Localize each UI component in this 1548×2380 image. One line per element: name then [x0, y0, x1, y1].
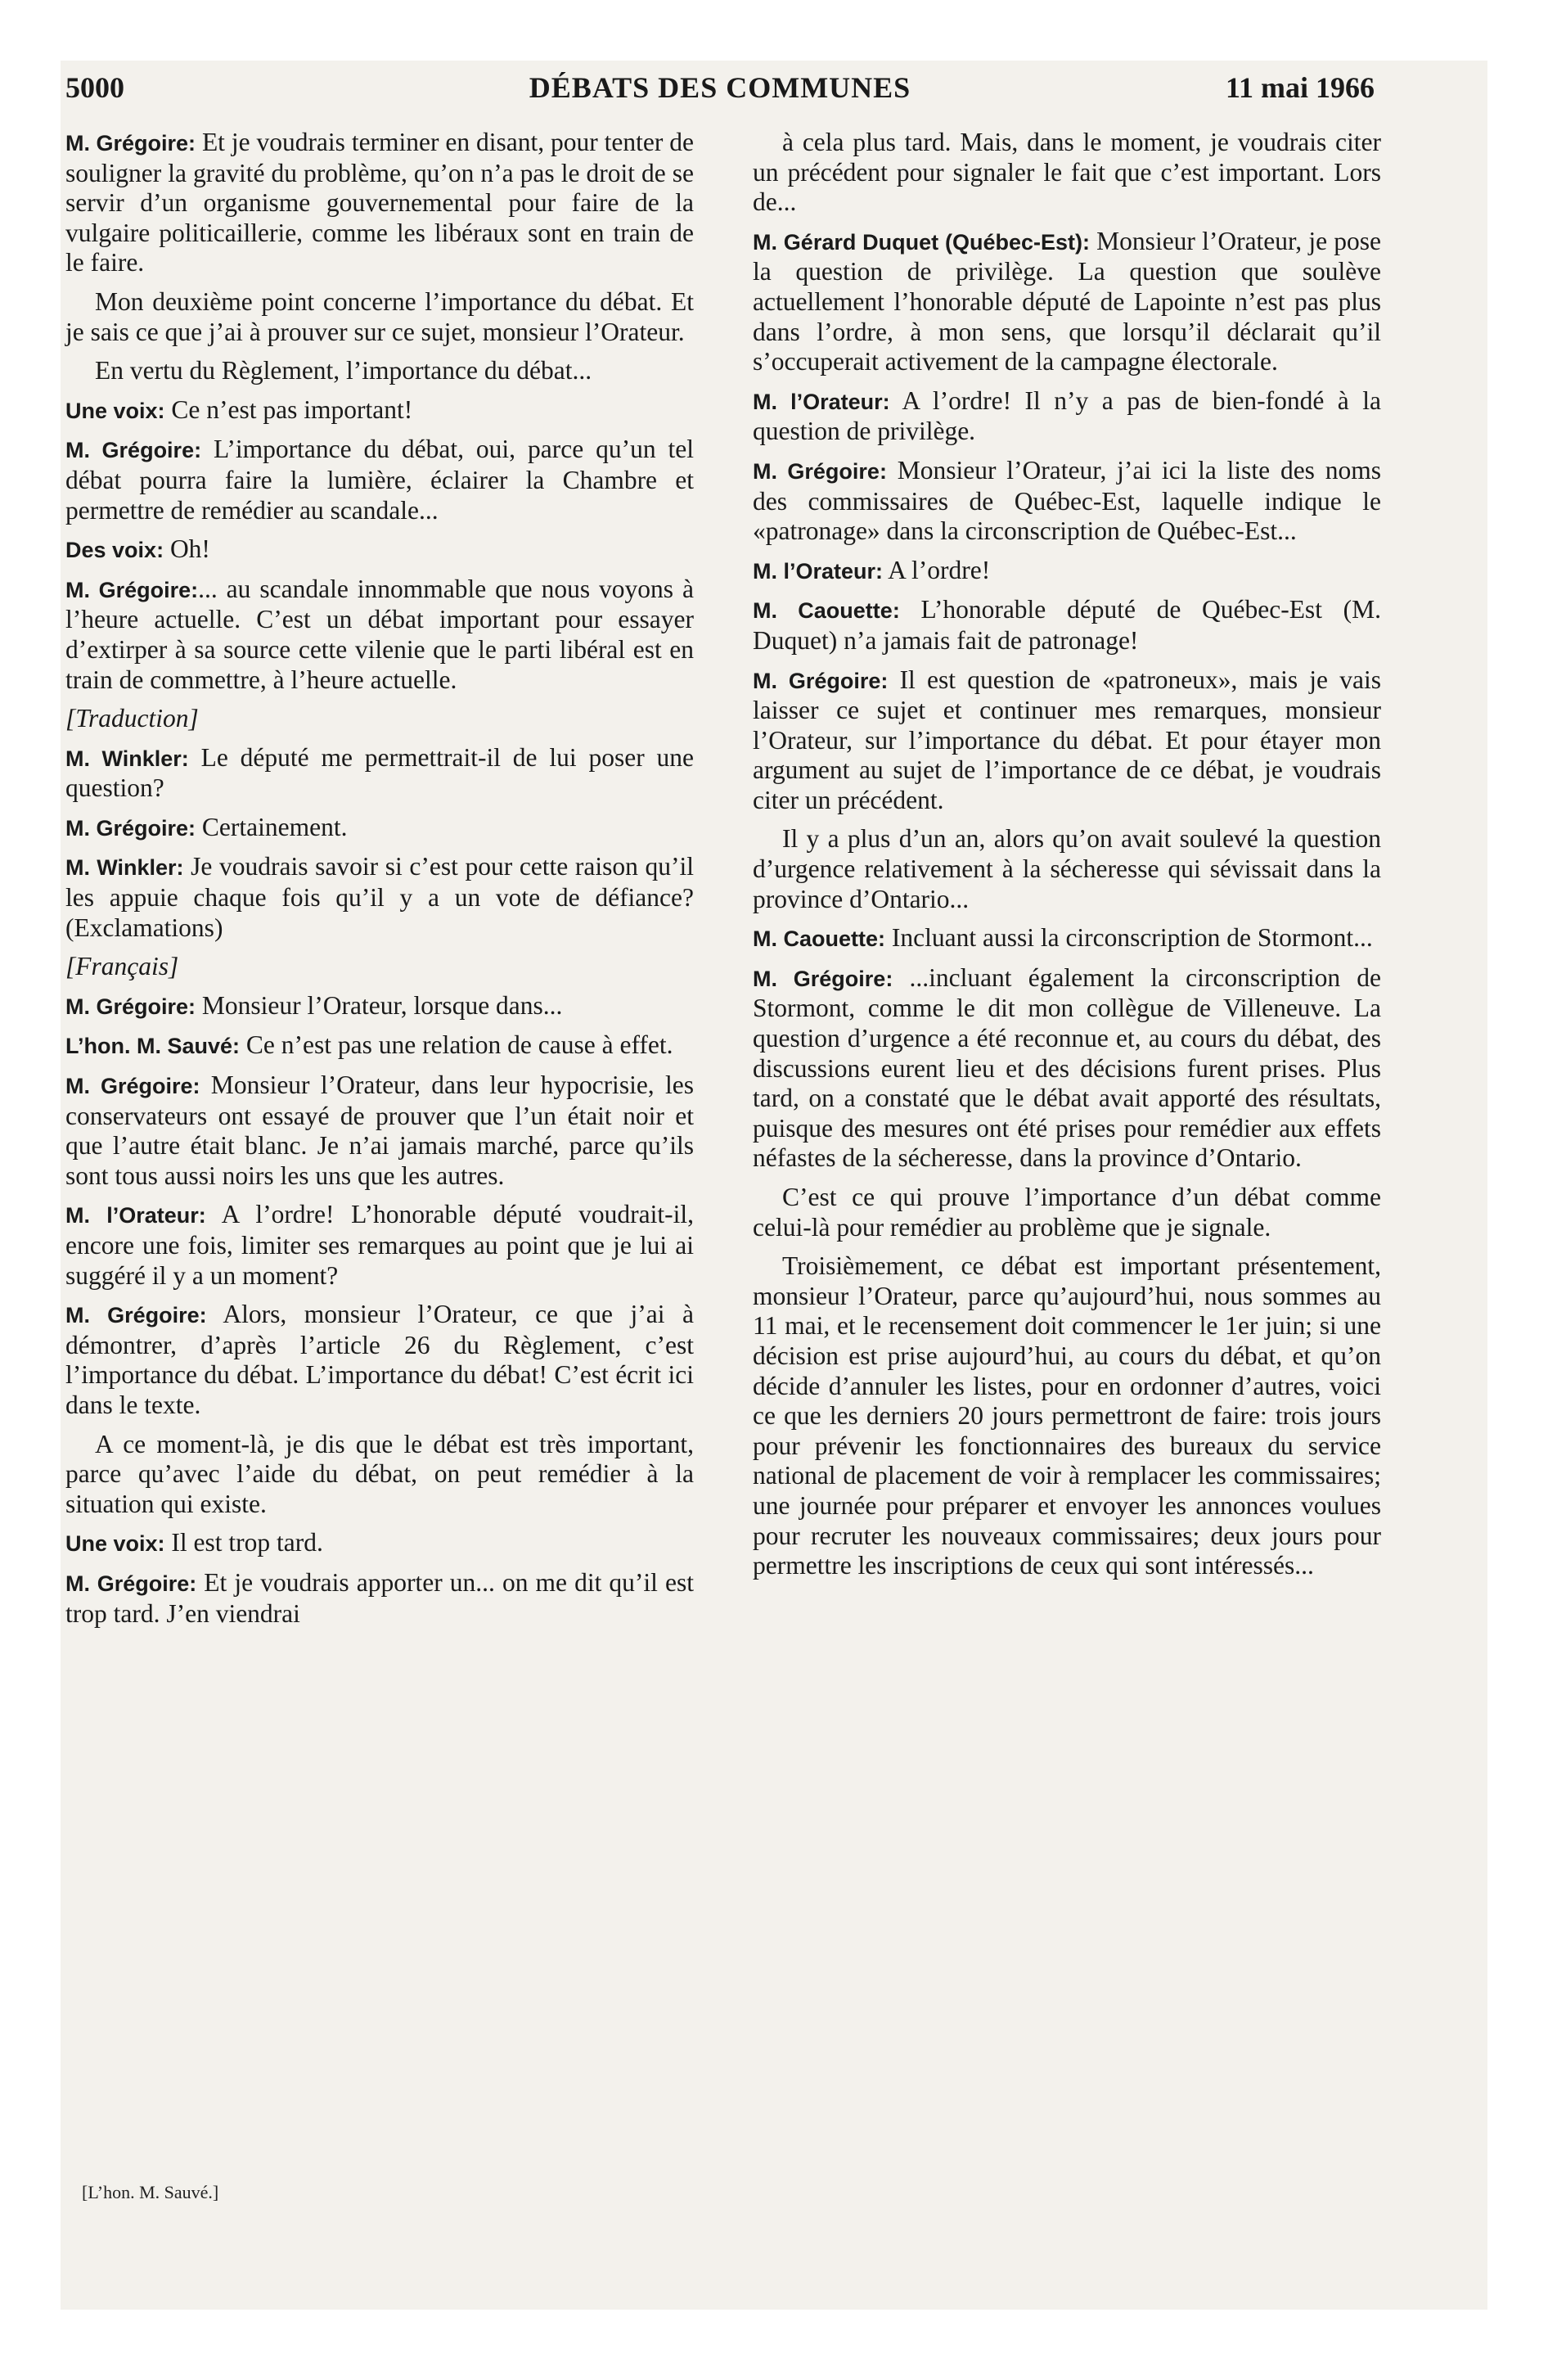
paragraph — [65, 435, 694, 525]
speech-text: Certainement. — [196, 812, 348, 841]
paragraph — [65, 395, 694, 426]
speaker-name: M. Grégoire : — [753, 669, 888, 693]
speaker-name: Des voix : — [65, 538, 164, 562]
speech-text: Et je voudrais terminer en disant, pour tenter de souligner la gravité du problème, qu’on n’a pas le droit de se servir d’un organisme gouvernemental pour faire de la vulgaire politicaillerie, comme les libéraux sont en train de le faire. — [65, 128, 694, 277]
speaker-name: M. Grégoire : — [753, 967, 893, 991]
paragraph — [65, 128, 694, 278]
paragraph — [65, 1430, 694, 1520]
speech-text: Troisièmement, ce débat est important présentement, monsieur l’Orateur, parce qu’aujourd’hui, nous sommes au 11 mai, et le recensement doit commencer le 1er juin; si une décision est prise aujourd’hui, au cours du débat, et qu’on décide d’annuler les listes, pour en ordonner d’autres, voici ce que les derniers 20 jours permettront de faire: trois jours pour prévenir les fonctionnaires des bureaux du service national de placement de voir à remplacer les commissaires; une journée pour préparer et envoyer les annonces voulues pour recruter les nouveaux commissaires; deux jours pour permettre les inscriptions de ceux qui sont intéressés... — [753, 1251, 1381, 1580]
paragraph — [65, 704, 694, 734]
speaker-name: M. Winkler : — [65, 746, 189, 771]
speech-text: Monsieur l’Orateur, lorsque dans... — [196, 990, 563, 1020]
page-number: 5000 — [65, 71, 124, 104]
speech-text: C’est ce qui prouve l’importance d’un débat comme celui-là pour remédier au problème que je signale. — [753, 1183, 1381, 1242]
speech-text: Il est trop tard. — [164, 1528, 323, 1557]
speaker-name: M. Grégoire : — [65, 1571, 196, 1596]
speech-text: à cela plus tard. Mais, dans le moment, je voudrais citer un précédent pour signaler le fait que c’est important. Lors de... — [753, 128, 1381, 217]
page-date: 11 mai 1966 — [1225, 71, 1375, 104]
speech-text: A ce moment-là, je dis que le débat est très important, parce qu’avec l’aide du débat, on peut remédier à la situation qui existe. — [65, 1429, 694, 1518]
paragraph — [65, 852, 694, 943]
speaker-name: M. Grégoire : — [65, 438, 201, 462]
speaker-name: Une voix : — [65, 1531, 165, 1556]
speech-text: Monsieur l’Orateur, dans leur hypocrisie, les conservateurs ont essayé de prouver que l’un était noir et que l’autre était blanc. Je n’ai jamais marché, parce qu’ils sont tous aussi noirs les uns que les autres. — [65, 1071, 694, 1190]
paragraph — [753, 556, 1381, 587]
speech-text: Ce n’est pas important! — [164, 394, 413, 424]
speech-text: L’importance du débat, oui, parce qu’un tel débat pourra faire la lumière, éclairer la Chambre et permettre de remédier au scandale... — [65, 435, 695, 525]
speaker-name: M. Grégoire : — [65, 131, 196, 156]
speaker-name: M. Grégoire : — [65, 816, 196, 841]
paragraph — [65, 991, 694, 1022]
paragraph — [753, 128, 1381, 218]
speaker-name: M. Caouette : — [753, 598, 900, 623]
speaker-name: M. Grégoire : — [65, 1303, 207, 1327]
paragraph — [65, 356, 694, 386]
paragraph — [753, 1251, 1381, 1581]
right-column — [753, 128, 1381, 1590]
speaker-name: M. l’Orateur : — [65, 1203, 206, 1228]
paragraph — [65, 1200, 694, 1291]
speech-text: A l’ordre! — [883, 555, 991, 584]
speaker-name: M. Grégoire : — [65, 578, 198, 602]
speech-text: En vertu du Règlement, l’importance du débat... — [95, 356, 592, 385]
paragraph — [65, 575, 694, 695]
footnote: [L’hon. M. Sauvé.] — [82, 2182, 219, 2202]
speech-text: Monsieur l’Orateur, je pose la question de privilège. La question que soulève actuellement l’honorable député de Lapointe n’est pas plus dans l’ordre, à mon sens, que lorsqu’il déclarait qu’il s’occuperait activement de la campagne électorale. — [753, 226, 1381, 376]
page-title: DÉBATS DES COMMUNES — [529, 71, 911, 104]
paragraph — [65, 952, 694, 982]
paragraph — [753, 665, 1381, 816]
speech-text: Ce n’est pas une relation de cause à effet. — [240, 1030, 673, 1060]
language-tag: [Traduction] — [65, 704, 199, 733]
left-column — [65, 128, 694, 1638]
page-header — [65, 70, 1375, 119]
paragraph — [65, 813, 694, 844]
speech-text: Il y a plus d’un an, alors qu’on avait soulevé la question d’urgence relativement à la sécheresse qui sévissait dans la province d’Ontario... — [753, 824, 1381, 913]
speech-text: Oh! — [164, 534, 210, 564]
speaker-name: M. Grégoire : — [753, 459, 887, 484]
paragraph — [753, 595, 1381, 656]
speaker-name: M. Grégoire : — [65, 1074, 200, 1098]
speech-text: Mon deuxième point concerne l’importance du débat. Et je sais ce que j’ai à prouver sur ce sujet, monsieur l’Orateur. — [65, 286, 694, 346]
speech-text: Monsieur l’Orateur, j’ai ici la liste des noms des commissaires de Québec-Est, laquelle indique le «patronage» dans la circonscription de Québec-Est... — [753, 455, 1381, 546]
paragraph — [753, 824, 1381, 914]
speech-text: Et je voudrais apporter un... on me dit qu’il est trop tard. J’en viendrai — [65, 1567, 694, 1628]
speech-text: A l’ordre! L’honorable député voudrait-il, encore une fois, limiter ses remarques au point que je lui ai suggéré il y a un moment? — [65, 1200, 694, 1290]
speaker-name: M. Gérard Duquet (Québec-Est) : — [753, 230, 1090, 255]
paragraph — [753, 456, 1381, 547]
speech-text: Incluant aussi la circonscription de Stormont... — [885, 923, 1373, 953]
speech-text: ...incluant également la circonscription de Stormont, comme le dit mon collègue de Villeneuve. La question d’urgence a été reconnue et, au cours du débat, des discussions eurent lieu et des décisions furent prises. Plus tard, on a constaté que le débat avait apporté des résultats, puisque des mesures ont été prises pour remédier aux effets néfastes de la sécheresse, dans la province d’Ontario. — [753, 962, 1381, 1173]
paragraph — [65, 1300, 694, 1420]
paragraph — [753, 227, 1381, 377]
paragraph — [65, 1071, 694, 1191]
speech-text: ... au scandale innommable que nous voyons à l’heure actuelle. C’est un débat important pour essayer d’extirper à sa source cette vilenie que le parti libéral est en train de commettre, à l’heure actuelle. — [65, 574, 694, 694]
paragraph — [753, 923, 1381, 954]
paragraph — [65, 1528, 694, 1559]
speaker-name: M. Grégoire : — [65, 994, 196, 1019]
paragraph — [65, 1568, 694, 1629]
speech-text: Alors, monsieur l’Orateur, ce que j’ai à démontrer, d’après l’article 26 du Règlement, c’est l’importance du débat. L’importance du débat! C’est écrit ici dans le texte. — [65, 1300, 694, 1419]
paragraph — [753, 386, 1381, 447]
speech-text: Il est question de «patroneux», mais je vais laisser ce sujet et continuer mes remarques, monsieur l’Orateur, sur l’importance du débat. Et pour étayer mon argument au sujet de l’importance de ce débat, je voudrais citer un précédent. — [753, 665, 1381, 814]
paragraph — [65, 287, 694, 347]
speaker-name: L’hon. M. Sauvé : — [65, 1034, 240, 1058]
speech-text: L’honorable député de Québec-Est (M. Duquet) n’a jamais fait de patronage! — [753, 595, 1381, 655]
paragraph — [65, 743, 694, 804]
speaker-name: M. l’Orateur : — [753, 390, 890, 414]
speaker-name: M. Caouette : — [753, 926, 885, 951]
paragraph — [65, 534, 694, 566]
paragraph — [753, 1183, 1381, 1242]
speech-text: A l’ordre! Il n’y a pas de bien-fondé à la question de privilège. — [753, 385, 1381, 446]
speech-text: Je voudrais savoir si c’est pour cette raison qu’il les appuie chaque fois qu’il y a un vote de défiance? (Exclamations) — [65, 852, 694, 942]
speaker-name: Une voix : — [65, 399, 165, 423]
language-tag: [Français] — [65, 952, 179, 981]
speaker-name: M. Winkler : — [65, 855, 184, 880]
speaker-name: M. l’Orateur : — [753, 559, 883, 584]
paragraph — [65, 1030, 694, 1062]
speech-text: Le député me permettrait-il de lui poser une question? — [65, 742, 694, 803]
paragraph — [753, 963, 1381, 1174]
